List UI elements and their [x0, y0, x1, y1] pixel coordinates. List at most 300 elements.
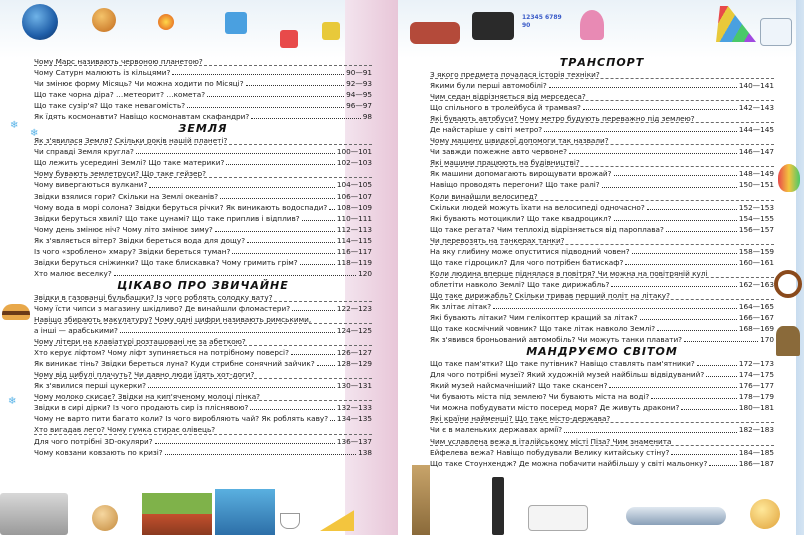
toc-row[interactable] — [430, 334, 774, 345]
ambulance-icon — [528, 505, 588, 531]
toc-leader-dots — [709, 458, 737, 466]
retro-car-icon — [410, 22, 460, 44]
bronze-statue-icon — [776, 326, 800, 356]
toc-leader-dots — [614, 213, 737, 221]
toc-row-rule — [34, 65, 372, 66]
toc-row-rule — [34, 400, 372, 401]
toc-row-rule — [34, 323, 372, 324]
toc-row[interactable] — [430, 113, 774, 124]
toc-row[interactable] — [430, 246, 774, 257]
toc-row[interactable] — [430, 213, 774, 224]
toc-row[interactable] — [34, 78, 372, 89]
toc-entry-title: Що лежить усередині Землі? Що таке материки? — [34, 158, 225, 168]
toc-leader-dots — [549, 80, 737, 88]
toc-row-rule — [430, 122, 774, 123]
toc-row-rule — [430, 200, 774, 201]
right-toc — [430, 56, 774, 469]
toc-leader-dots — [114, 268, 356, 276]
toc-row[interactable] — [34, 292, 372, 303]
toc-entry-title: Чому Сатурн малюють із кільцями? — [34, 68, 171, 78]
toc-page-number: 152—153 — [738, 202, 774, 212]
toc-leader-dots — [172, 67, 344, 75]
toc-row[interactable] — [34, 336, 372, 347]
toc-entry-title: Що таке дирижабль? Скільки тривав перший політ на літаку? — [430, 290, 670, 300]
toc-entry-title: Чому не варто пити багато коли? Із чого виробляють чай? Як роблять каву? — [34, 414, 329, 424]
earth-globe-icon — [22, 4, 58, 40]
toc-leader-dots — [330, 413, 335, 421]
toc-page-number: 122—123 — [336, 303, 372, 313]
toc-leader-dots — [220, 191, 335, 199]
toc-page-number: 164—165 — [738, 301, 774, 311]
toc-row-rule — [430, 422, 774, 423]
toc-entry-title: Коли винайшли велосипед? — [430, 191, 538, 201]
traffic-light-icon — [492, 477, 504, 535]
toc-row[interactable] — [34, 135, 372, 146]
toc-page-number: 100—101 — [336, 147, 372, 157]
typewriter-icon — [472, 12, 514, 40]
toc-leader-dots — [681, 402, 736, 410]
big-ben-tower-icon — [412, 465, 430, 535]
toc-page-number: 154—155 — [738, 213, 774, 223]
toc-entry-title: Чому від цибулі плачуть? Чи давно люди їдять хот-доги? — [34, 370, 255, 380]
toc-leader-dots — [329, 202, 335, 210]
toc-leader-dots — [671, 447, 736, 455]
toc-page-number: 98 — [362, 112, 372, 122]
toc-entry-title: Чи є в маленьких державах армії? — [430, 425, 563, 435]
toc-row[interactable] — [34, 268, 372, 279]
toc-page-number: 132—133 — [336, 403, 372, 413]
doll-icon — [580, 10, 604, 40]
toc-entry-title: Що таке Стоунхендж? Де можна побачити найбільшу у світі мальонку? — [430, 458, 708, 468]
toc-leader-dots — [248, 336, 370, 344]
toc-leader-dots — [583, 102, 737, 110]
toc-row[interactable] — [34, 202, 372, 213]
toc-entry-title: Ейфелева вежа? Навіщо побудували Велику китайську стіну? — [430, 447, 670, 457]
onion-icon — [92, 505, 118, 531]
toc-entry-title: Чому день змінює ніч? Чому літо змінює зиму? — [34, 224, 213, 234]
toc-page-number: 128—129 — [336, 359, 372, 369]
hamburger-icon — [2, 304, 30, 320]
toc-entry-title: Чи бувають міста під землею? Чи бувають міста на воді? — [430, 392, 650, 402]
toc-row[interactable] — [34, 146, 372, 157]
toc-entry-title: Чи змінює форму Місяць? Чи можна ходити по Місяці? — [34, 79, 244, 89]
toc-entry-title: Із чого «зроблено» хмару? Звідки береться туман? — [34, 246, 231, 256]
toc-entry-title: Які бувають мотоцикли? Що таке квадроцикл? — [430, 213, 612, 223]
toc-page-number: 92—93 — [346, 79, 372, 89]
toc-entry-title: Коли людина вперше піднялася в повітря? Чи можна на повітряній кулі — [430, 268, 708, 278]
toc-leader-dots — [609, 380, 736, 388]
toc-entry-title: Що таке регата? Чим теплохід відрізняється від пароплава? — [430, 224, 664, 234]
toc-entry-title: Де найстаріше у світі метро? — [430, 125, 543, 135]
toc-row-rule — [34, 378, 372, 379]
toc-row[interactable] — [430, 358, 774, 369]
toc-row[interactable] — [34, 100, 372, 111]
toc-leader-dots — [317, 358, 335, 366]
toc-entry-title: Чому Марс називають червоною планетою? — [34, 57, 203, 66]
toc-entry-title: Якими були перші автомобілі? — [430, 81, 547, 91]
toc-leader-dots — [602, 69, 772, 77]
toc-row[interactable] — [430, 102, 774, 113]
toc-row-rule — [430, 166, 774, 167]
newspaper-stack-icon — [0, 493, 68, 535]
toc-row[interactable] — [34, 358, 372, 369]
toc-page-number: 126—127 — [336, 348, 372, 358]
toc-entry-title: Як виникає тінь? Звідки береться луна? Куди стрибне сонячний зайчик? — [34, 359, 315, 369]
toy-block-a-icon — [225, 12, 247, 34]
toc-page-number: 176—177 — [738, 381, 774, 391]
toc-row-rule — [34, 345, 372, 346]
toc-row[interactable] — [34, 157, 372, 168]
section-heading: МАНДРУЄМО СВІТОМ — [526, 345, 678, 359]
toc-page-number: 108—109 — [336, 202, 372, 212]
toc-row[interactable] — [430, 268, 774, 279]
toc-page-number: 138 — [358, 447, 372, 457]
toc-row[interactable] — [430, 458, 774, 469]
toc-row-rule — [430, 299, 774, 300]
toc-row-rule — [430, 244, 774, 245]
toc-page-number: 184—185 — [738, 447, 774, 457]
toc-entry-title: Звідки взялися гори? Скільки на Землі океанів? — [34, 191, 219, 201]
toc-entry-title: Звідки в газованці бульбашки? Із чого роблять солодку вату? — [34, 292, 273, 302]
toc-row[interactable] — [430, 413, 774, 424]
snowflake-icon: ❄ — [10, 120, 19, 131]
ship-wheel-icon — [774, 270, 802, 298]
bottom-illustrations — [0, 475, 398, 535]
toc-leader-dots — [588, 91, 772, 99]
toy-block-b-icon — [280, 30, 298, 48]
toc-entry-title: Хто вигадав лего? Чому гумка стирає олівець? — [34, 425, 216, 435]
toc-entry-title: Для чого потрібні 3D-окуляри? — [34, 436, 153, 446]
toc-leader-dots — [640, 312, 737, 320]
toc-leader-dots — [657, 323, 737, 331]
toc-page-number: 180—181 — [738, 403, 774, 413]
toc-leader-dots — [215, 224, 335, 232]
toc-row[interactable] — [430, 146, 774, 157]
toc-entry-title: Чи завжди пожежне авто червоне? — [430, 147, 567, 157]
toc-leader-dots — [251, 111, 360, 119]
toc-leader-dots — [651, 391, 737, 399]
toc-page-number: 172—173 — [738, 359, 774, 369]
toc-entry-title: Як з'являється вітер? Звідки береться вода для дощу? — [34, 235, 246, 245]
right-gutter-band — [796, 0, 804, 535]
toc-row[interactable] — [430, 179, 774, 190]
toc-row[interactable] — [34, 246, 372, 257]
toc-row[interactable] — [430, 257, 774, 268]
top-illustration-strip — [398, 0, 804, 58]
toc-leader-dots — [250, 402, 334, 410]
toc-page-number: 186—187 — [738, 458, 774, 468]
toc-page-number: 142—143 — [738, 103, 774, 113]
toc-row[interactable] — [34, 303, 372, 314]
toc-leader-dots — [614, 168, 737, 176]
toc-row[interactable] — [430, 380, 774, 391]
section-heading: ЗЕМЛЯ — [178, 122, 228, 136]
toc-row[interactable] — [34, 179, 372, 190]
toc-row[interactable] — [34, 111, 372, 122]
toc-row[interactable] — [430, 202, 774, 213]
globe-icon — [750, 499, 780, 529]
toc-leader-dots — [207, 89, 344, 97]
toc-entry-title: Що таке космічний човник? Що таке літак навколо Землі? — [430, 324, 656, 334]
toc-entry-title: Що таке гідроцикл? Для чого потрібен батискаф? — [430, 257, 624, 267]
toc-row[interactable] — [34, 380, 372, 391]
toc-entry-title: Чому вивергаються вулкани? — [34, 180, 148, 190]
toy-block-c-icon — [322, 22, 340, 40]
toc-leader-dots — [602, 179, 737, 187]
toc-entry-title: Чому літери на клавіатурі розташовані не за абеткою? — [34, 337, 246, 347]
toc-page-number: 134—135 — [336, 414, 372, 424]
toc-leader-dots — [697, 358, 737, 366]
toc-leader-dots — [275, 292, 370, 300]
toc-leader-dots — [292, 303, 335, 311]
toc-row[interactable] — [34, 314, 372, 325]
toc-row[interactable] — [430, 301, 774, 312]
toc-entry-title: Як з'явилася Земля? Скільки років нашій планеті? — [34, 136, 228, 146]
toc-leader-dots — [302, 213, 335, 221]
toc-row[interactable] — [430, 279, 774, 290]
toc-row-rule — [430, 100, 774, 101]
toc-row[interactable] — [430, 157, 774, 168]
toc-row[interactable] — [430, 191, 774, 202]
toc-row[interactable] — [34, 436, 372, 447]
toc-entry-title: На яку глибину може опуститися підводний човен? — [430, 246, 630, 256]
toc-page-number: 150—151 — [738, 180, 774, 190]
toc-leader-dots — [710, 268, 772, 276]
toc-entry-title: Що спільного в тролейбуса й трамвая? — [430, 103, 581, 113]
pencils-icon — [716, 6, 756, 42]
toc-row[interactable] — [430, 447, 774, 458]
toc-row[interactable] — [34, 56, 372, 67]
toc-entry-title: Чому бувають землетруси? Що таке гейзер? — [34, 169, 207, 179]
toc-leader-dots — [684, 334, 758, 342]
toc-row[interactable] — [430, 168, 774, 179]
toc-entry-title: Скільки людей можуть їхати на велосипеді одночасно? — [430, 202, 645, 212]
cheese-icon — [320, 505, 354, 531]
toc-row-rule — [430, 144, 774, 145]
toc-leader-dots — [673, 436, 772, 444]
toc-leader-dots — [226, 157, 335, 165]
toc-entry-title: облетіти навколо Землі? Що таке дирижабль? — [430, 279, 610, 289]
toc-page-number: 130—131 — [336, 381, 372, 391]
airplane-icon — [626, 507, 726, 525]
toc-leader-dots — [229, 135, 370, 143]
toc-row[interactable] — [34, 168, 372, 179]
toc-entry-title: Хто керує ліфтом? Чому ліфт зупиняється на потрібному поверсі? — [34, 348, 289, 358]
toc-page-number: 116—117 — [336, 246, 372, 256]
toc-page-number: 106—107 — [336, 191, 372, 201]
snowflake-icon: ❄ — [8, 396, 17, 407]
toc-entry-title: Як злітає літак? — [430, 301, 492, 311]
toc-row[interactable] — [430, 124, 774, 135]
mountain-landscape-icon — [142, 493, 212, 535]
volcano-icon — [215, 489, 275, 535]
toc-row[interactable] — [34, 224, 372, 235]
toc-page-number: 156—157 — [738, 224, 774, 234]
toc-row-rule — [430, 445, 774, 446]
skates-icon — [760, 18, 792, 46]
toc-page-number: 90—91 — [346, 68, 372, 78]
toc-leader-dots — [697, 113, 772, 121]
toc-leader-dots — [217, 424, 370, 432]
toc-leader-dots — [155, 436, 335, 444]
toc-leader-dots — [187, 100, 344, 108]
toc-leader-dots — [564, 424, 737, 432]
toc-page-number: 94—95 — [346, 90, 372, 100]
toc-page-number: 148—149 — [738, 169, 774, 179]
toc-row-rule — [430, 78, 774, 79]
toc-entry-title: Як з'явився броньований автомобіль? Чи можуть танки плавати? — [430, 335, 683, 345]
toc-page-number: 166—167 — [738, 313, 774, 323]
toc-leader-dots — [165, 447, 356, 455]
toc-row[interactable] — [430, 424, 774, 435]
toc-page-number: 158—159 — [738, 246, 774, 256]
toc-leader-dots — [540, 191, 772, 199]
toc-row-rule — [34, 177, 372, 178]
toc-row[interactable] — [34, 213, 372, 224]
toc-page-number: 112—113 — [336, 224, 372, 234]
toc-leader-dots — [247, 235, 335, 243]
toc-entry-title: Чому молоко скисає? Звідки на кип'яченому молоці пінка? — [34, 392, 261, 402]
toc-entry-title: Чи справді Земля кругла? — [34, 147, 134, 157]
toc-row[interactable] — [34, 257, 372, 268]
toc-entry-title: Як їдять космонавти? Навіщо космонавтам скафандри? — [34, 112, 250, 122]
toc-leader-dots — [313, 314, 370, 322]
toc-page-number: 140—141 — [738, 81, 774, 91]
toc-entry-title: Що таке сузір'я? Що таке невагомість? — [34, 101, 186, 111]
toc-entry-title: Навіщо проводять перегони? Що таке ралі? — [430, 180, 600, 190]
toc-entry-title: Чим уславлена вежа в італійському місті Піза? Чим знаменита — [430, 436, 672, 446]
toc-row[interactable] — [430, 391, 774, 402]
toc-row[interactable] — [34, 369, 372, 380]
snowflake-icon: ❄ — [30, 128, 39, 139]
toc-page-number: 120 — [358, 268, 372, 278]
toc-row[interactable] — [430, 402, 774, 413]
toc-leader-dots — [232, 246, 334, 254]
toc-leader-dots — [208, 168, 370, 176]
toc-leader-dots — [666, 224, 737, 232]
toc-entry-title: З якого предмета почалася історія техніки? — [430, 70, 600, 79]
toc-page-number: 124—125 — [336, 326, 372, 336]
toc-page-number: 168—169 — [738, 324, 774, 334]
toc-entry-title: Чому вода в морі солона? Звідки беруться річки? Як виникають водоспади? — [34, 202, 328, 212]
toc-leader-dots — [672, 290, 772, 298]
teacup-icon — [280, 513, 300, 529]
comet-icon — [158, 14, 174, 30]
toc-row[interactable] — [34, 235, 372, 246]
toc-row[interactable] — [34, 67, 372, 78]
toc-page-number: 136—137 — [336, 436, 372, 446]
toc-leader-dots — [300, 257, 335, 265]
toc-entry-title: Які країни найменші? Що таке місто-держава? — [430, 414, 611, 424]
toc-row[interactable] — [34, 402, 372, 413]
toc-leader-dots — [611, 135, 772, 143]
toc-row-rule — [34, 434, 372, 435]
toc-row[interactable] — [34, 424, 372, 435]
toc-row[interactable] — [430, 91, 774, 102]
toc-row[interactable] — [430, 369, 774, 380]
toc-row[interactable] — [430, 80, 774, 91]
number-blocks-icon: 12345 6789 90 — [522, 14, 562, 29]
toc-entry-title: Що таке чорна діра? …метеорит? …комета? — [34, 90, 206, 100]
toc-row[interactable] — [430, 135, 774, 146]
toc-entry-title: Як з'явилися перші цукерки? — [34, 381, 146, 391]
toc-leader-dots — [706, 369, 737, 377]
toc-page-number: 146—147 — [738, 147, 774, 157]
toc-entry-title: Звідки беруться хвилі? Що таке цунамі? Що таке приплив і відплив? — [34, 213, 300, 223]
toc-row[interactable] — [34, 325, 372, 336]
toc-page-number: 160—161 — [738, 257, 774, 267]
toc-entry-title: Хто малює веселку? — [34, 268, 112, 278]
toc-entry-title: а інші — арабськими? — [34, 326, 118, 336]
toc-leader-dots — [291, 347, 335, 355]
section-heading: ЦІКАВО ПРО ЗВИЧАЙНЕ — [117, 278, 289, 292]
toc-page-number: 174—175 — [738, 370, 774, 380]
toc-page-number: 102—103 — [336, 158, 372, 168]
toc-row[interactable] — [430, 312, 774, 323]
toc-row[interactable] — [430, 224, 774, 235]
toc-entry-title: Чи перевозять на танкерах танки? — [430, 235, 565, 245]
toc-entry-title: Звідки в сирі дірки? Із чого продають сир із пліснявою? — [34, 403, 249, 413]
toc-page-number: 114—115 — [336, 235, 372, 245]
bottom-illustrations — [398, 475, 804, 535]
toc-leader-dots — [647, 202, 737, 210]
toc-row[interactable] — [34, 447, 372, 458]
toc-leader-dots — [149, 179, 335, 187]
hot-air-balloon-icon — [778, 164, 800, 192]
toc-leader-dots — [262, 391, 370, 399]
toc-row-rule — [430, 277, 774, 278]
toc-row[interactable] — [430, 290, 774, 301]
toc-entry-title: Які бувають автобуси? Чому метро будують переважно під землею? — [430, 114, 695, 124]
toc-page-number: 104—105 — [336, 180, 372, 190]
toc-row[interactable] — [430, 323, 774, 334]
toc-row[interactable] — [34, 391, 372, 402]
toc-page-number: 182—183 — [738, 425, 774, 435]
toc-leader-dots — [136, 146, 335, 154]
toc-entry-title: Навіщо збирають макулатуру? Чому одні цифри називають римськими, — [34, 314, 312, 324]
toc-entry-title: Чому їсти чипси з магазину шкідливо? Де винайшли фломастери? — [34, 303, 291, 313]
section-heading: ТРАНСПОРТ — [559, 56, 645, 69]
toc-entry-title: Який музей найсмачніший? Що таке скансен? — [430, 381, 608, 391]
toc-page-number: 162—163 — [738, 279, 774, 289]
toc-row-rule — [34, 301, 372, 302]
toc-page-number: 110—111 — [336, 213, 372, 223]
toc-row[interactable] — [34, 347, 372, 358]
toc-entry-title: Що таке пам'ятки? Що таке путівник? Навіщо ставлять пам'ятники? — [430, 359, 695, 369]
toc-entry-title: Які бувають літаки? Чим гелікоптер кращий за літак? — [430, 313, 638, 323]
toc-row[interactable] — [34, 413, 372, 424]
toc-leader-dots — [493, 301, 737, 309]
toc-page-number: 118—119 — [336, 257, 372, 267]
toc-entry-title: Чому машину швидкої допомоги так назвали? — [430, 136, 609, 146]
toc-row[interactable] — [430, 235, 774, 246]
toc-page-number: 170 — [760, 335, 774, 345]
toc-row[interactable] — [34, 191, 372, 202]
toc-page-number: 96—97 — [346, 101, 372, 111]
toc-row-rule — [34, 144, 372, 145]
toc-row[interactable] — [430, 436, 774, 447]
toc-entry-title: Чи можна побудувати місто посеред моря? Де живуть дракони? — [430, 403, 680, 413]
toc-leader-dots — [148, 380, 335, 388]
toc-entry-title: Чим седан відрізняється від мерседеса? — [430, 92, 586, 102]
left-toc — [34, 56, 372, 458]
toc-entry-title: Чому ковзани ковзають по кризі? — [34, 447, 163, 457]
toc-row[interactable] — [34, 89, 372, 100]
toc-row[interactable] — [430, 69, 774, 80]
toc-page-number: 178—179 — [738, 392, 774, 402]
toc-leader-dots — [120, 325, 335, 333]
toc-leader-dots — [544, 124, 737, 132]
